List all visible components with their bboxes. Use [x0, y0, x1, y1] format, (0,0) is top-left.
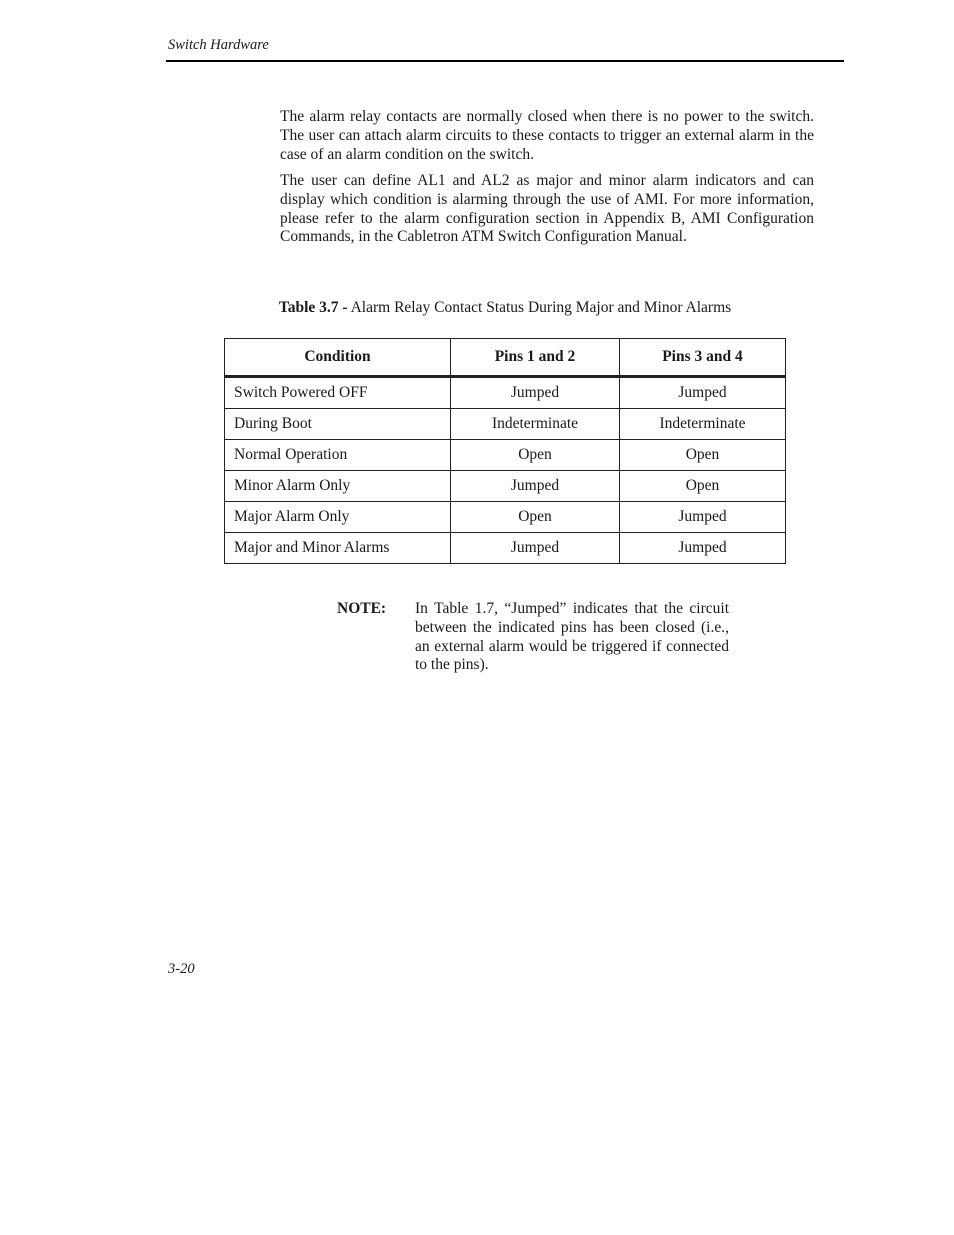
header-pins-3-4: Pins 3 and 4 — [620, 339, 786, 377]
cell-pins-1-2: Jumped — [451, 533, 620, 564]
running-head-title: Switch Hardware — [168, 37, 269, 53]
cell-pins-3-4: Jumped — [620, 502, 786, 533]
cell-pins-3-4: Jumped — [620, 533, 786, 564]
cell-pins-1-2: Indeterminate — [451, 409, 620, 440]
table-row — [225, 471, 786, 502]
cell-condition: Major and Minor Alarms — [225, 533, 451, 564]
table-row — [225, 502, 786, 533]
alarm-relay-table — [224, 338, 786, 564]
header-rule — [166, 60, 844, 62]
table-caption-text: Alarm Relay Contact Status During Major and Minor Alarms — [350, 299, 732, 316]
cell-pins-1-2: Open — [451, 502, 620, 533]
cell-pins-3-4: Indeterminate — [620, 409, 786, 440]
note-label: NOTE: — [337, 600, 387, 617]
body-paragraph-1: The alarm relay contacts are normally closed when there is no power to the switch. The user can attach alarm circuits to these contacts to trigger an external alarm in the case of an alarm condition on the switch. — [280, 108, 814, 163]
table-row — [225, 440, 786, 471]
cell-pins-1-2: Jumped — [451, 471, 620, 502]
table-row — [225, 533, 786, 564]
table-header-row — [225, 339, 786, 377]
cell-condition: Major Alarm Only — [225, 502, 451, 533]
header-condition: Condition — [225, 339, 451, 377]
cell-condition: Switch Powered OFF — [225, 377, 451, 409]
cell-pins-1-2: Jumped — [451, 377, 620, 409]
table-row — [225, 377, 786, 409]
cell-condition: Minor Alarm Only — [225, 471, 451, 502]
header-pins-1-2: Pins 1 and 2 — [451, 339, 620, 377]
cell-pins-3-4: Open — [620, 440, 786, 471]
cell-pins-3-4: Open — [620, 471, 786, 502]
cell-condition: During Boot — [225, 409, 451, 440]
table-caption-label: Table 3.7 - — [278, 299, 348, 316]
cell-pins-3-4: Jumped — [620, 377, 786, 409]
table-caption — [224, 299, 786, 317]
note-text: In Table 1.7, “Jumped” indicates that the circuit between the indicated pins has been closed (i.e., an external alarm would be triggered if connected to the pins). — [415, 600, 729, 674]
cell-pins-1-2: Open — [451, 440, 620, 471]
page-number: 3-20 — [168, 961, 195, 977]
table-row — [225, 409, 786, 440]
body-paragraph-2: The user can define AL1 and AL2 as major and minor alarm indicators and can display which condition is alarming through the use of AMI. For more information, please refer to the alarm configuration section in Appendix B, AMI Configuration Commands, in the Cabletron ATM Switch Configuration Manual. — [280, 172, 814, 246]
cell-condition: Normal Operation — [225, 440, 451, 471]
